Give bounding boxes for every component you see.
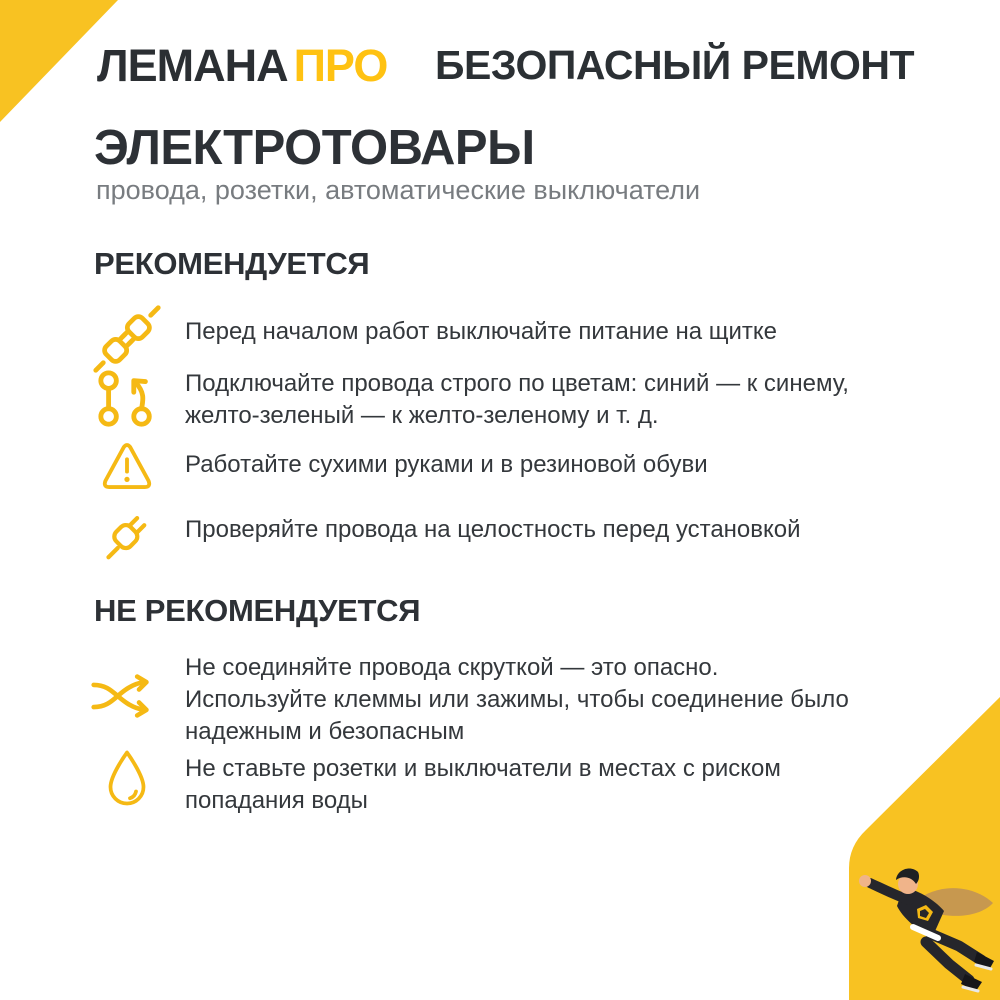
recommended-item-2-text: Подключайте провода строго по цветам: синий — к синему, желто-зеленый — к желто-зеленому и т. д.	[185, 370, 849, 429]
page-title: ЭЛЕКТРОТОВАРЫ	[94, 121, 535, 175]
twisted-wires-icon	[90, 673, 164, 719]
brand-logo-primary: ЛЕМАНА	[97, 40, 288, 91]
brand-logo-accent: ПРО	[293, 40, 388, 91]
recommended-item-1-text: Перед началом работ выключайте питание на щитке	[185, 318, 777, 345]
brand-logo	[97, 40, 387, 92]
water-drop-icon	[90, 748, 164, 808]
plug-check-icon	[90, 500, 164, 564]
section-not-recommended-heading: НЕ РЕКОМЕНДУЕТСЯ	[94, 593, 421, 628]
recommended-item-3-text: Работайте сухими руками и в резиновой обуви	[185, 451, 708, 478]
section-recommended-heading: РЕКОМЕНДУЕТСЯ	[94, 246, 370, 281]
disconnected-plugs-icon	[90, 303, 164, 375]
corner-decoration-bottom-right	[845, 692, 1000, 1000]
header-title: БЕЗОПАСНЫЙ РЕМОНТ	[435, 42, 915, 88]
wire-colors-icon	[90, 369, 164, 431]
warning-triangle-icon	[90, 440, 164, 494]
not-recommended-item-2-text: Не ставьте розетки и выключатели в местах с риском попадания воды	[185, 755, 781, 814]
not-recommended-item-1-text: Не соединяйте провода скруткой — это опасно. Используйте клеммы или зажимы, чтобы соединение было надежным и безопасным	[185, 654, 849, 745]
recommended-item-4-text: Проверяйте провода на целостность перед установкой	[185, 516, 801, 543]
page-subtitle: провода, розетки, автоматические выключатели	[96, 175, 701, 205]
